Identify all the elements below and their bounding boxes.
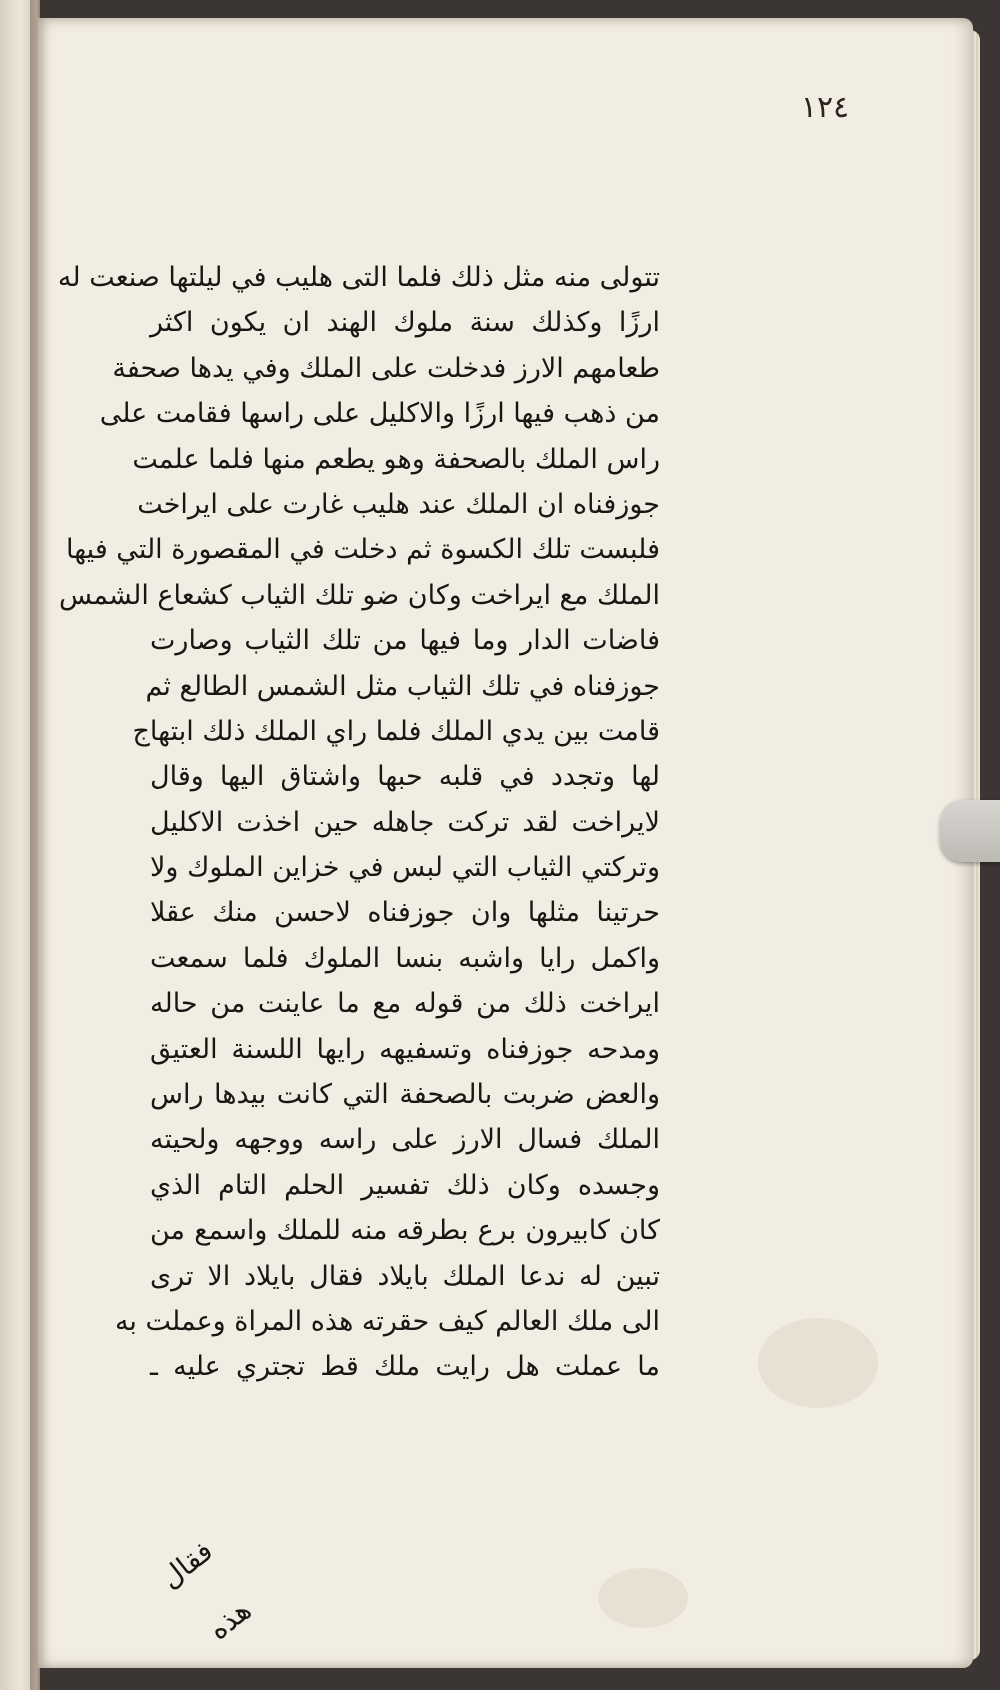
text-line: لها وتجدد في قلبه حبها واشتاق اليها وقال	[150, 761, 660, 793]
text-line: وجسده وكان ذلك تفسير الحلم التام الذي	[150, 1169, 660, 1201]
page-tab-marker[interactable]	[940, 800, 1000, 862]
text-line: راس الملك بالصحفة وهو يطعم منها فلما علمت	[132, 443, 660, 475]
text-line: الملك فسال الارز على راسه ووجهه ولحيته	[150, 1124, 660, 1156]
text-line: تتولى منه مثل ذلك فلما التى هليب في ليلتها صنعت له	[57, 262, 660, 293]
text-line: الملك مع ايراخت وكان ضو تلك الثياب كشعاع الشمس	[59, 579, 660, 611]
text-line: لايراخت لقد تركت جاهله حين اخذت الاكليل	[150, 806, 660, 838]
folio-number: ١٢٤	[800, 90, 850, 125]
catchword: فقال هذه	[154, 1534, 258, 1647]
text-line: قامت بين يدي الملك فلما راي الملك ذلك ابتهاج	[132, 715, 660, 747]
text-line: كان كابيرون برع بطرقه منه للملك واسمع من	[150, 1215, 660, 1247]
text-line: ومدحه جوزفناه وتسفيهه رايها اللسنة العتيق	[150, 1033, 660, 1065]
text-line: واكمل رايا واشبه بنسا الملوك فلما سمعت	[150, 942, 660, 974]
text-line: والعض ضربت بالصحفة التي كانت بيدها راس	[150, 1079, 660, 1111]
paper-stain	[758, 1318, 878, 1408]
text-line: وتركتي الثياب التي لبس في خزاين الملوك ولا	[150, 852, 660, 884]
text-line: جوزفناه في تلك الثياب مثل الشمس الطالع ثم	[145, 670, 660, 702]
text-line: فلبست تلك الكسوة ثم دخلت في المقصورة التي فيها	[66, 534, 660, 566]
text-line: حرتينا مثلها وان جوزفناه لاحسن منك عقلا	[150, 897, 660, 929]
text-line: من ذهب فيها ارزًا والاكليل على راسها فقامت على	[99, 398, 660, 430]
text-line: طعامهم الارز فدخلت على الملك وفي يدها صحفة	[112, 352, 660, 384]
text-line: ارزًا وكذلك سنة ملوك الهند ان يكون اكثر	[150, 307, 660, 339]
text-line: ما عملت هل رايت ملك قط تجتري عليه ـ	[150, 1351, 660, 1383]
text-line: ايراخت ذلك من قوله مع ما عاينت من حاله	[150, 988, 660, 1020]
text-line: فاضات الدار وما فيها من تلك الثياب وصارت	[150, 625, 660, 657]
manuscript-text-block	[57, 255, 660, 1435]
text-line: تبين له ندعا الملك بايلاد فقال بايلاد الا ترى	[150, 1260, 660, 1292]
paper-stain	[598, 1568, 688, 1628]
text-line: جوزفناه ان الملك عند هليب غارت على ايراخت	[137, 488, 660, 520]
text-line: الى ملك العالم كيف حقرته هذه المراة وعملت به	[114, 1305, 660, 1337]
